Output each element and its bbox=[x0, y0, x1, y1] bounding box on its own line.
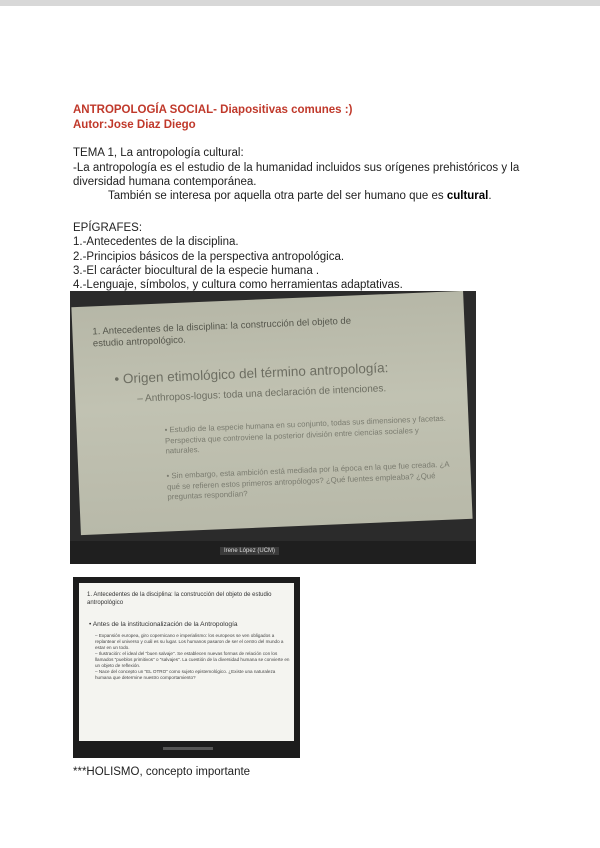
slide1-bullet-sin-embargo: • Sin embargo, esta ambición está mediada por la época en la que fue creada. ¿A qué se refieren estos primeros antropólogos? ¿Qué fuentes empleaba? ¿Qué preguntas respondían? bbox=[166, 459, 450, 502]
slide2-heading: 1. Antecedentes de la disciplina: la construcción del objeto de estudio antropológico bbox=[87, 592, 272, 606]
cultural-emphasis: cultural bbox=[446, 190, 489, 202]
document-title: ANTROPOLOGÍA SOCIAL- Diapositivas comunes :) bbox=[73, 104, 353, 116]
epigrafe-item: 1.-Antecedentes de la disciplina. bbox=[73, 236, 239, 248]
holismo-note: ***HOLISMO, concepto importante bbox=[73, 766, 251, 778]
intro-line-3: También se interesa por aquella otra parte del ser humano que es cultural. bbox=[108, 190, 492, 202]
photo2-taskbar bbox=[163, 747, 213, 750]
intro-line-2: diversidad humana contemporánea. bbox=[73, 176, 257, 188]
epigrafes-heading: EPÍGRAFES: bbox=[73, 222, 143, 234]
epigrafe-item: 4.-Lenguaje, símbolos, y cultura como herramientas adaptativas. bbox=[73, 279, 403, 291]
slide1-bullet-origin: • Origen etimológico del término antropología: bbox=[114, 360, 389, 387]
slide-photo-1 bbox=[70, 291, 476, 564]
slide1-bullet-estudio: • Estudio de la especie humana en su conjunto, todas sus dimensiones y facetas. Perspectiva que controviene la posterior división entre ciencias sociales y naturales. bbox=[164, 413, 446, 456]
slide-screen-2 bbox=[79, 583, 294, 741]
top-strip bbox=[0, 0, 600, 6]
slide2-bullet-antes: • Antes de la institucionalización de la Antropología bbox=[89, 621, 238, 628]
document-author: Autor:Jose Diaz Diego bbox=[73, 119, 196, 131]
slide2-body-item: – Nace del concepto un "EL OTRO" como sujeto epistemológico. ¿Existe una naturaleza humana que determine nuestro comportamiento? bbox=[95, 669, 276, 680]
slide2-body-item: – Expansión europea, giro copernicano e imperialismo: los europeos se ven obligados a replantear el universo y cuál es su lugar. Los humanos pasaron de ser el centro del mundo a estar en un todo. bbox=[95, 633, 284, 650]
slide1-heading: 1. Antecedentes de la disciplina: la construcción del objeto de estudio antropológico. bbox=[92, 315, 352, 350]
slide-screen-1 bbox=[71, 291, 472, 535]
tema-heading: TEMA 1, La antropología cultural: bbox=[73, 147, 244, 159]
slide1-bullet-anthropos: – Anthropos-logus: toda una declaración de intenciones. bbox=[137, 383, 387, 405]
slide2-body-item: – Ilustración: el ideal del "buen salvaje". Se establecen nuevas formas de relación con los llamados "pueblos primitivos" o "salvajes". La cuestión de la diversidad humana se convierte en un objeto de reflexión. bbox=[95, 651, 290, 668]
slide1-caption: Irene López (UCM) bbox=[220, 547, 279, 555]
intro-line-1: -La antropología es el estudio de la humanidad incluidos sus orígenes prehistóricos y la bbox=[73, 162, 520, 174]
slide2-body bbox=[95, 633, 290, 681]
epigrafe-item: 3.-El carácter biocultural de la especie humana . bbox=[73, 265, 320, 277]
slide-photo-2 bbox=[73, 577, 300, 758]
epigrafe-item: 2.-Principios básicos de la perspectiva antropológica. bbox=[73, 251, 345, 263]
